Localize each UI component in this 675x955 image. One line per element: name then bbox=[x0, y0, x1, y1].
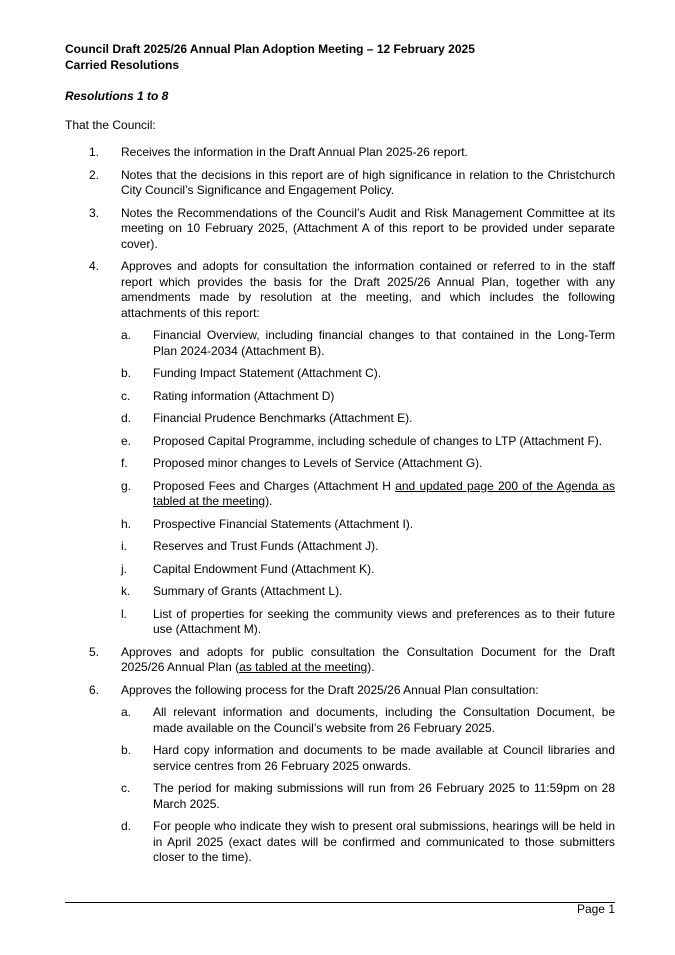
attachment-item bbox=[121, 328, 615, 359]
sub-text: Summary of Grants (Attachment L). bbox=[153, 584, 343, 598]
sub-text: Financial Prudence Benchmarks (Attachment E). bbox=[153, 411, 413, 425]
resolution-item bbox=[65, 145, 615, 161]
page-number: Page 1 bbox=[576, 902, 615, 916]
sub-text: Financial Overview, including financial changes to that contained in the Long-Term Plan 2024-2034 (Attachment B). bbox=[153, 328, 615, 358]
resolution-item bbox=[65, 168, 615, 199]
sub-number: a. bbox=[121, 705, 132, 719]
sub-text: Proposed Capital Programme, including schedule of changes to LTP (Attachment F). bbox=[153, 433, 603, 448]
sub-text: All relevant information and documents, including the Consultation Document, be made available on the Council’s website from 26 February 2025. bbox=[153, 705, 615, 735]
document-subtitle: Carried Resolutions bbox=[65, 58, 180, 72]
sub-text: List of properties for seeking the community views and preferences as to their future use (Attachment M). bbox=[153, 606, 615, 636]
sub-number: a. bbox=[121, 328, 132, 342]
sub-number: h. bbox=[121, 516, 132, 531]
item-text-block bbox=[121, 683, 615, 866]
sub-text: Proposed Fees and Charges (Attachment H bbox=[153, 478, 396, 493]
attachment-item bbox=[121, 434, 615, 450]
sub-text-end: ). bbox=[265, 494, 273, 508]
attachment-item bbox=[121, 456, 615, 472]
sub-number: e. bbox=[121, 433, 132, 448]
item-text-block bbox=[121, 259, 615, 638]
item-text: Notes that the decisions in this report are of high significance in relation to the Christchurch City Council’s Significance and Engagement Policy. bbox=[121, 167, 615, 197]
sub-text: For people who indicate they wish to present oral submissions, hearings will be held in in April 2025 (exact dates will be confirmed and communicated to those submitters closer to the time). bbox=[153, 819, 615, 864]
attachment-list bbox=[121, 328, 615, 638]
attachment-item bbox=[121, 517, 615, 533]
resolution-list bbox=[65, 145, 615, 873]
item-number: 5. bbox=[89, 644, 100, 659]
process-item bbox=[121, 705, 615, 736]
sub-text: Reserves and Trust Funds (Attachment J). bbox=[153, 539, 379, 553]
item-number: 4. bbox=[89, 259, 100, 273]
sub-number: d. bbox=[121, 819, 132, 833]
intro-text: That the Council: bbox=[65, 118, 156, 132]
attachment-item bbox=[121, 366, 615, 382]
item-text: Approves the following process for the Draft 2025/26 Annual Plan consultation: bbox=[121, 682, 539, 697]
sub-text: Funding Impact Statement (Attachment C). bbox=[153, 366, 382, 380]
sub-number: c. bbox=[121, 781, 131, 795]
process-item bbox=[121, 819, 615, 866]
sub-number: c. bbox=[121, 388, 131, 403]
sub-text: Prospective Financial Statements (Attachment I). bbox=[153, 516, 414, 531]
attachment-item bbox=[121, 389, 615, 405]
attachment-item bbox=[121, 607, 615, 638]
section-heading: Resolutions 1 to 8 bbox=[65, 89, 169, 103]
sub-text: The period for making submissions will run from 26 February 2025 to 11:59pm on 28 March 2025. bbox=[153, 781, 615, 811]
item-text: Notes the Recommendations of the Council’s Audit and Risk Management Committee at its meeting on 10 February 2025, (Attachment A of this report to be provided under separate cover). bbox=[121, 205, 615, 251]
resolution-item bbox=[65, 206, 615, 253]
agenda-page-link[interactable]: and updated page 200 of the Agenda as tabled at the meeting bbox=[153, 478, 615, 508]
sub-number: l. bbox=[121, 606, 127, 621]
sub-text-mixed bbox=[153, 479, 615, 510]
tabled-link[interactable]: as tabled at the meeting bbox=[239, 660, 368, 674]
resolution-item bbox=[65, 683, 615, 866]
sub-number: b. bbox=[121, 366, 132, 380]
attachment-item bbox=[121, 411, 615, 427]
process-list bbox=[121, 705, 615, 866]
resolution-item bbox=[65, 259, 615, 638]
sub-number: g. bbox=[121, 478, 132, 493]
sub-text: Hard copy information and documents to be made available at Council libraries and service centres from 26 February 2025 onwards. bbox=[153, 743, 615, 773]
attachment-item bbox=[121, 539, 615, 555]
item-number: 3. bbox=[89, 205, 100, 220]
document-title: Council Draft 2025/26 Annual Plan Adoption Meeting – 12 February 2025 bbox=[65, 42, 475, 56]
attachment-item bbox=[121, 584, 615, 600]
process-item bbox=[121, 743, 615, 774]
item-number: 6. bbox=[89, 682, 100, 697]
sub-number: b. bbox=[121, 743, 132, 757]
item-text: Approves and adopts for public consultation the Consultation Document for the Draft 2025/26 Annual Plan ( bbox=[121, 644, 615, 674]
item-text-mixed bbox=[121, 645, 615, 676]
item-text: Receives the information in the Draft Annual Plan 2025-26 report. bbox=[121, 145, 468, 159]
sub-text: Proposed minor changes to Levels of Service (Attachment G). bbox=[153, 456, 483, 470]
sub-number: i. bbox=[121, 539, 127, 553]
item-text-end: ). bbox=[367, 660, 375, 674]
item-number: 2. bbox=[89, 167, 100, 182]
sub-text: Capital Endowment Fund (Attachment K). bbox=[153, 561, 375, 576]
sub-number: f. bbox=[121, 456, 128, 470]
process-item bbox=[121, 781, 615, 812]
sub-number: d. bbox=[121, 411, 132, 425]
item-number: 1. bbox=[89, 145, 100, 159]
item-text: Approves and adopts for consultation the information contained or referred to in the staff report which provides the basis for the Draft 2025/26 Annual Plan, together with any amendments made by resolution at the meeting, and which includes the following attachments of this report: bbox=[121, 259, 615, 320]
attachment-item bbox=[121, 562, 615, 578]
resolution-item bbox=[65, 645, 615, 676]
sub-text: Rating information (Attachment D) bbox=[153, 388, 335, 403]
attachment-item bbox=[121, 479, 615, 510]
sub-number: k. bbox=[121, 584, 131, 598]
document-header bbox=[65, 41, 475, 73]
footer-rule bbox=[65, 902, 615, 903]
sub-number: j. bbox=[121, 561, 127, 576]
